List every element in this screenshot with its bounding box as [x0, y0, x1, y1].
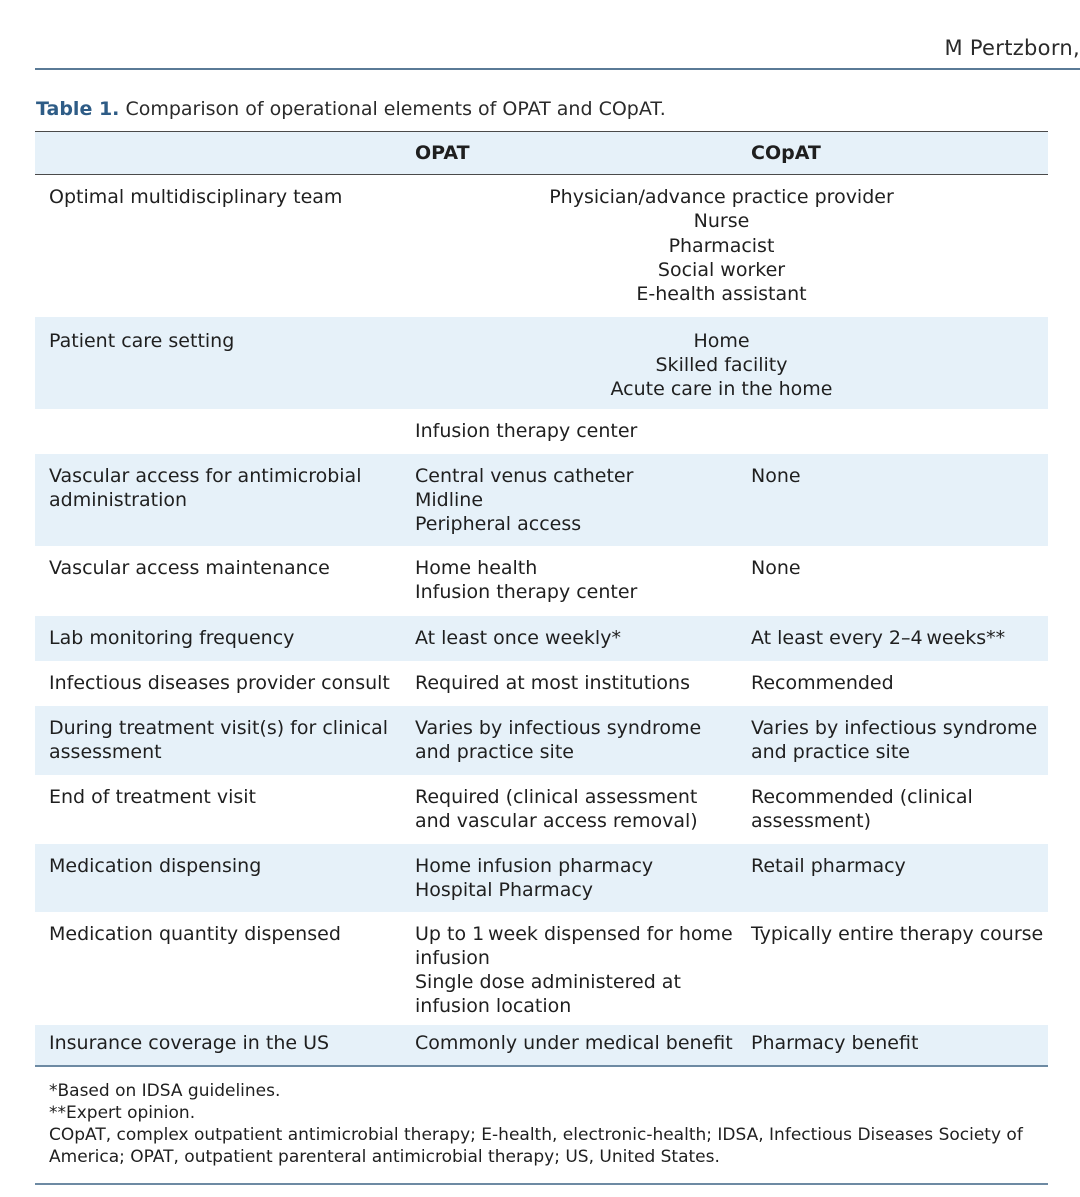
column-header-opat: OPAT: [401, 132, 737, 175]
opat-value-line: Up to 1 week dispensed for home: [415, 922, 733, 945]
opat-value-line: infusion: [415, 946, 490, 969]
row-label: [35, 317, 401, 409]
opat-value: [401, 454, 737, 546]
caption-label: Table 1.: [36, 98, 120, 120]
table-row: [35, 409, 1048, 454]
row-label: [35, 546, 401, 616]
row-label-line: Medication dispensing: [49, 854, 262, 877]
row-label-line: Infectious diseases provider consult: [49, 671, 390, 694]
opat-value: [401, 1025, 737, 1066]
table-row: [35, 1025, 1048, 1066]
opat-value: [401, 616, 737, 661]
footnote: COpAT, complex outpatient antimicrobial therapy; E-health, electronic-health; IDSA, Infectious Diseases Society of: [49, 1125, 1023, 1146]
opat-value-line: Infusion therapy center: [415, 419, 638, 442]
opat-value-line: At least once weekly*: [415, 626, 621, 649]
header-rule: [35, 68, 1080, 70]
table-row: [35, 616, 1048, 661]
shared-value-line: Nurse: [693, 210, 750, 233]
row-label: [35, 175, 401, 317]
copat-value-line: None: [751, 556, 801, 579]
copat-value-line: and practice site: [751, 740, 910, 763]
table-row: [35, 775, 1048, 844]
opat-value: [401, 775, 737, 844]
table-row: [35, 175, 1048, 317]
copat-value-line: assessment): [751, 809, 872, 832]
copat-value: [737, 661, 1048, 706]
copat-value-line: Varies by infectious syndrome: [751, 716, 1038, 739]
copat-value-line: Recommended (clinical: [751, 785, 973, 808]
copat-value-line: Pharmacy benefit: [751, 1031, 919, 1054]
shared-value: [401, 175, 1048, 317]
opat-value-line: and practice site: [415, 740, 574, 763]
shared-value-line: E-health assistant: [636, 283, 807, 306]
copat-value: [737, 454, 1048, 546]
running-head: M Pertzborn,: [944, 36, 1080, 60]
opat-value: [401, 661, 737, 706]
copat-value: [737, 616, 1048, 661]
opat-value: [401, 844, 737, 912]
table-footnotes-row: [35, 1066, 1048, 1184]
opat-value-line: Required at most institutions: [415, 671, 690, 694]
copat-value: [737, 706, 1048, 775]
opat-value-line: Midline: [415, 488, 484, 511]
opat-value-line: Required (clinical assessment: [415, 785, 698, 808]
opat-value-line: infusion location: [415, 995, 572, 1018]
shared-value-line: Home: [693, 329, 750, 352]
table-row: [35, 317, 1048, 409]
caption-text: Comparison of operational elements of OPAT and COpAT.: [125, 98, 666, 120]
row-label: [35, 661, 401, 706]
table-caption: [36, 98, 666, 120]
shared-value-line: Physician/advance practice provider: [549, 186, 894, 208]
row-label-line: administration: [49, 488, 188, 511]
opat-value-line: Central venus catheter: [415, 464, 634, 487]
row-label: [35, 409, 401, 454]
opat-value: [401, 546, 737, 616]
row-label: [35, 1025, 401, 1066]
opat-value-line: Commonly under medical benefit: [415, 1031, 733, 1054]
row-label: [35, 616, 401, 661]
copat-value: [737, 912, 1048, 1025]
table-body: [35, 175, 1048, 1066]
opat-value-line: Home health: [415, 556, 538, 579]
shared-value-line: Pharmacist: [668, 234, 775, 257]
opat-value-line: Varies by infectious syndrome: [415, 716, 702, 739]
row-label-line: Insurance coverage in the US: [49, 1031, 330, 1054]
shared-value-line: Skilled facility: [655, 353, 788, 376]
shared-value-line: Social worker: [657, 258, 786, 281]
row-label-line: Vascular access maintenance: [49, 556, 330, 579]
table-row: [35, 706, 1048, 775]
copat-value: [737, 844, 1048, 912]
row-label-line: Patient care setting: [49, 329, 235, 352]
opat-value: [401, 409, 737, 454]
table-row: [35, 912, 1048, 1025]
copat-value: [737, 546, 1048, 616]
table-row: [35, 546, 1048, 616]
column-header-element: [35, 132, 401, 175]
opat-value-line: Hospital Pharmacy: [415, 878, 594, 901]
copat-value-line: Retail pharmacy: [751, 854, 906, 877]
row-label-line: End of treatment visit: [49, 785, 257, 808]
row-label-line: Vascular access for antimicrobial: [49, 464, 362, 487]
shared-value-line: Acute care in the home: [610, 378, 833, 401]
opat-value-line: Single dose administered at: [415, 971, 681, 994]
opat-value: [401, 706, 737, 775]
copat-value-line: None: [751, 464, 801, 487]
row-label-line: Lab monitoring frequency: [49, 626, 295, 649]
copat-value: [737, 1025, 1048, 1066]
row-label-line: During treatment visit(s) for clinical: [49, 716, 389, 739]
table-footnotes: [35, 1066, 1048, 1184]
table-row: [35, 844, 1048, 912]
row-label: [35, 775, 401, 844]
table-header-row: [35, 132, 1048, 175]
shared-value: [401, 317, 1048, 409]
opat-value: [401, 912, 737, 1025]
row-label-line: assessment: [49, 740, 162, 763]
copat-value-line: Typically entire therapy course: [751, 922, 1044, 945]
row-label-line: Medication quantity dispensed: [49, 922, 341, 945]
table-row: [35, 661, 1048, 706]
comparison-table: [35, 131, 1048, 1185]
row-label: [35, 454, 401, 546]
row-label-line: Optimal multidisciplinary team: [49, 186, 343, 208]
opat-value-line: Peripheral access: [415, 513, 582, 536]
row-label: [35, 912, 401, 1025]
copat-value: [737, 409, 1048, 454]
footnote: *Based on IDSA guidelines.: [49, 1080, 281, 1101]
column-header-copat: COpAT: [737, 132, 1048, 175]
footnote: America; OPAT, outpatient parenteral antimicrobial therapy; US, United States.: [49, 1147, 720, 1168]
opat-value-line: and vascular access removal): [415, 809, 698, 832]
copat-value: [737, 775, 1048, 844]
table-row: [35, 454, 1048, 546]
opat-value-line: Home infusion pharmacy: [415, 854, 654, 877]
copat-value-line: At least every 2–4 weeks**: [751, 626, 1006, 649]
copat-value-line: Recommended: [751, 671, 894, 694]
footnote: **Expert opinion.: [49, 1102, 196, 1123]
opat-value-line: Infusion therapy center: [415, 580, 638, 603]
row-label: [35, 844, 401, 912]
row-label: [35, 706, 401, 775]
